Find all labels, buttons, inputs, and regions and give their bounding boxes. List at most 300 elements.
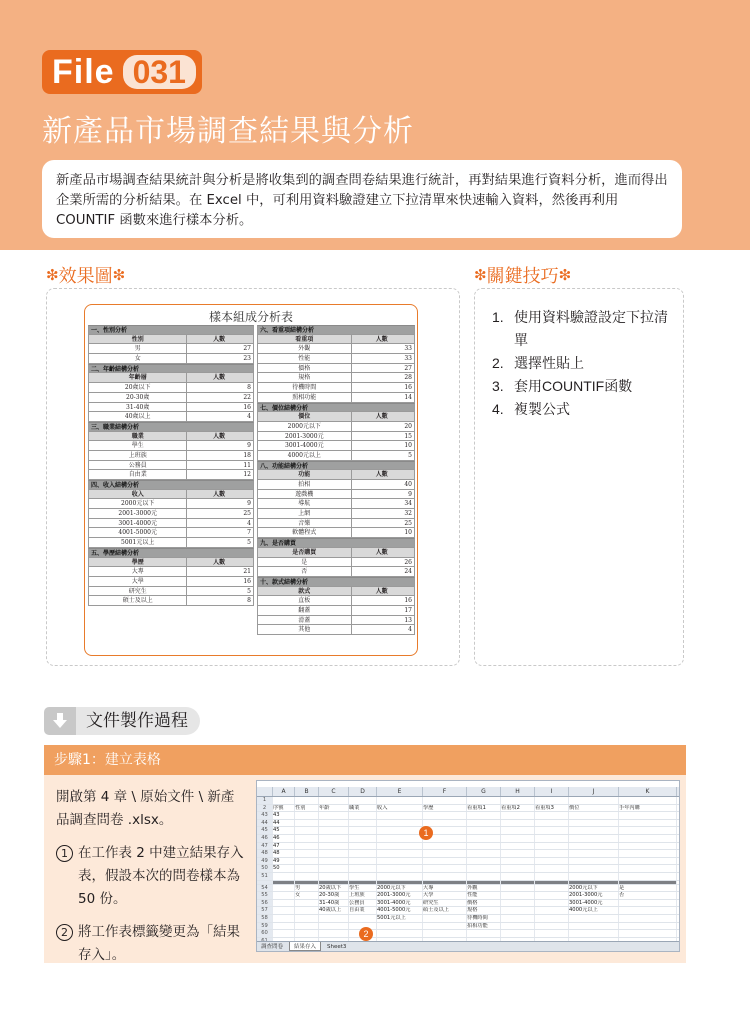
excel-row-number: 59	[257, 923, 273, 930]
excel-cell: 2000元以下	[377, 885, 423, 892]
excel-cell	[377, 865, 423, 872]
table-cell-label: 其他	[258, 625, 352, 634]
table-header-row	[257, 548, 415, 558]
table-cell-count: 人數	[213, 490, 226, 498]
table-row	[257, 616, 415, 626]
table-cell-count: 23	[243, 355, 251, 363]
step-item-text: 在工作表 2 中建立結果存入表，假設本次的問卷樣本為 50 份。	[78, 845, 244, 907]
sample-table	[84, 304, 418, 656]
table-header-row	[88, 490, 254, 500]
table-row	[257, 625, 415, 635]
excel-cell	[467, 858, 501, 865]
table-row	[88, 383, 254, 393]
table-cell-label: 直板	[258, 596, 352, 605]
excel-cell	[377, 835, 423, 842]
table-cell-count: 人數	[375, 587, 388, 595]
step-bar: 步驟1：建立表格	[44, 745, 686, 775]
excel-cell	[569, 930, 619, 937]
excel-sheet-tab: 調查問卷	[261, 944, 284, 950]
excel-cell	[273, 900, 295, 907]
table-cell-label: 大專	[89, 567, 187, 576]
excel-cell	[619, 923, 677, 930]
excel-cell	[535, 812, 569, 819]
excel-sheet-tabs	[257, 941, 679, 951]
table-cell-count: 28	[404, 374, 412, 382]
table-cell-label: 女	[89, 354, 187, 363]
table-row	[88, 499, 254, 509]
table-row	[257, 519, 415, 529]
excel-cell: 45	[273, 827, 295, 834]
excel-cell: 49	[273, 858, 295, 865]
excel-row	[257, 805, 679, 813]
tip-number: 2.	[492, 355, 504, 371]
table-cell-count: 17	[404, 606, 412, 614]
excel-cell	[349, 797, 377, 804]
excel-cell: 31-40歲	[319, 900, 349, 907]
excel-cell: 職業	[349, 805, 377, 812]
excel-cell	[349, 827, 377, 834]
excel-cell	[535, 850, 569, 857]
excel-cell	[319, 820, 349, 827]
excel-cell	[295, 835, 319, 842]
excel-cell: 20-30歲	[319, 892, 349, 899]
table-cell-label: 碩士及以上	[89, 596, 187, 605]
excel-cell	[319, 835, 349, 842]
table-row	[88, 509, 254, 519]
excel-cell: 46	[273, 835, 295, 842]
excel-cell	[295, 820, 319, 827]
excel-cell	[295, 812, 319, 819]
table-cell-label: 性能	[258, 354, 352, 363]
excel-row	[257, 892, 679, 900]
table-cell-label: 3001-4000元	[89, 519, 187, 528]
excel-cell: 50	[273, 865, 295, 872]
excel-cell	[273, 930, 295, 937]
table-cell-count: 16	[404, 597, 412, 605]
excel-cell	[501, 892, 535, 899]
excel-row-number: 45	[257, 827, 273, 834]
table-row	[88, 441, 254, 451]
excel-cell: 手年內購	[619, 805, 677, 812]
excel-row-number: 43	[257, 812, 273, 819]
excel-cell	[501, 900, 535, 907]
table-row	[257, 432, 415, 442]
excel-cell	[377, 923, 423, 930]
excel-row	[257, 885, 679, 893]
excel-cell	[319, 873, 349, 880]
excel-cell	[619, 835, 677, 842]
table-row	[257, 441, 415, 451]
excel-sheet-tab: Sheet3	[327, 944, 347, 950]
excel-cell	[377, 843, 423, 850]
excel-cell	[535, 820, 569, 827]
excel-cell	[295, 843, 319, 850]
excel-cell	[569, 865, 619, 872]
excel-row-number	[257, 881, 273, 884]
excel-row	[257, 930, 679, 938]
table-cell-count: 34	[404, 500, 412, 508]
excel-row	[257, 858, 679, 866]
excel-row-number: 57	[257, 907, 273, 914]
excel-cell	[319, 843, 349, 850]
excel-row	[257, 820, 679, 828]
table-cell-label: 4001-5000元	[89, 528, 187, 537]
tips-heading	[474, 262, 571, 288]
table-cell-label: 男	[89, 344, 187, 353]
table-cell-label: 研究生	[89, 587, 187, 596]
table-row	[88, 519, 254, 529]
excel-cell	[619, 797, 677, 804]
table-cell-label: 學生	[89, 441, 187, 450]
intro-box: 新產品市場調查結果統計與分析是將收集到的調查問卷結果進行統計，再對結果進行資料分析，進而得出企業所需的分析結果。在 Excel 中，可利用資料驗證建立下拉清單來快速輸入資料，然後再利用 COUNTIF 函數來進行樣本分析。	[42, 160, 682, 238]
excel-cell	[619, 827, 677, 834]
excel-cell	[273, 892, 295, 899]
excel-column-header	[257, 787, 679, 797]
table-cell-count: 16	[243, 577, 251, 585]
table-row	[88, 451, 254, 461]
excel-cell: 是	[619, 885, 677, 892]
table-cell-label: 音樂	[258, 519, 352, 528]
table-row	[257, 509, 415, 519]
table-cell-label: 拍相	[258, 480, 352, 489]
excel-cell	[377, 850, 423, 857]
excel-cell	[273, 923, 295, 930]
table-row	[257, 528, 415, 538]
excel-cell	[501, 923, 535, 930]
excel-cell: 大專	[423, 885, 467, 892]
excel-cell	[535, 881, 569, 884]
table-cell-count: 人數	[213, 558, 226, 566]
excel-cell	[319, 858, 349, 865]
excel-cell	[535, 923, 569, 930]
table-cell-label: 是否購買	[258, 548, 352, 557]
excel-row	[257, 907, 679, 915]
excel-cell	[467, 843, 501, 850]
excel-cell	[619, 850, 677, 857]
excel-cell	[423, 820, 467, 827]
table-cell-count: 10	[404, 529, 412, 537]
callout-2: 2	[359, 927, 373, 941]
excel-cell: 自由業	[349, 907, 377, 914]
excel-cell	[535, 892, 569, 899]
table-header-row	[88, 432, 254, 442]
excel-column-label: D	[349, 787, 377, 796]
excel-cell	[295, 923, 319, 930]
excel-cell	[423, 865, 467, 872]
excel-column-label: J	[569, 787, 619, 796]
table-cell-label: 軟體程式	[258, 528, 352, 537]
excel-cell	[569, 812, 619, 819]
excel-cell: 序號	[273, 805, 295, 812]
table-row	[257, 567, 415, 577]
excel-cell	[349, 843, 377, 850]
excel-cell	[349, 812, 377, 819]
excel-cell	[273, 915, 295, 922]
table-cell-count: 20	[404, 422, 412, 430]
excel-cell	[349, 881, 377, 884]
table-header-row	[257, 587, 415, 597]
excel-cell	[501, 885, 535, 892]
excel-cell	[501, 865, 535, 872]
step-text	[56, 786, 246, 967]
table-cell-label: 上班族	[89, 451, 187, 460]
table-row	[88, 528, 254, 538]
excel-cell	[535, 930, 569, 937]
table-row	[88, 403, 254, 413]
table-cell-label: 收入	[89, 490, 187, 499]
excel-cell	[377, 820, 423, 827]
excel-cell	[377, 873, 423, 880]
excel-cell	[569, 797, 619, 804]
excel-cell	[569, 850, 619, 857]
excel-cell	[349, 820, 377, 827]
table-header-row	[257, 412, 415, 422]
excel-cell	[569, 923, 619, 930]
excel-cell	[535, 907, 569, 914]
excel-cell: 公務員	[349, 900, 377, 907]
excel-cell: 3001-4000元	[569, 900, 619, 907]
excel-cell	[569, 873, 619, 880]
step-item	[56, 921, 246, 967]
table-cell-label: 學歷	[89, 558, 187, 567]
excel-cell: 3001-4000元	[377, 900, 423, 907]
table-cell-count: 33	[404, 355, 412, 363]
excel-cell: 20歲以下	[319, 885, 349, 892]
excel-cell: 男	[295, 885, 319, 892]
excel-row	[257, 843, 679, 851]
excel-cell: 2000元以下	[569, 885, 619, 892]
excel-row-number: 50	[257, 865, 273, 872]
excel-cell	[295, 907, 319, 914]
table-cell-count: 人數	[213, 374, 226, 382]
excel-cell	[535, 900, 569, 907]
excel-cell	[467, 881, 501, 884]
table-cell-label: 31-40歲	[89, 403, 187, 412]
excel-cell	[467, 827, 501, 834]
excel-cell: 規格	[467, 907, 501, 914]
excel-column-label: A	[273, 787, 295, 796]
table-cell-count: 人數	[375, 548, 388, 556]
excel-cell	[423, 881, 467, 884]
excel-cell	[619, 843, 677, 850]
table-cell-count: 27	[243, 345, 251, 353]
excel-cell: 5001元以上	[377, 915, 423, 922]
excel-cell	[535, 865, 569, 872]
excel-cell	[467, 850, 501, 857]
table-section-title: 八、功能結構分析	[257, 461, 415, 471]
excel-cell	[295, 873, 319, 880]
table-cell-count: 16	[243, 403, 251, 411]
excel-cell	[619, 930, 677, 937]
excel-cell: 性別	[295, 805, 319, 812]
excel-cell	[349, 873, 377, 880]
step-number-badge: 2	[56, 924, 73, 941]
step-number-badge: 1	[56, 845, 73, 862]
table-section-title: 六、看重項結構分析	[257, 325, 415, 335]
excel-row	[257, 827, 679, 835]
flower-icon: ❇	[558, 266, 572, 284]
table-row	[257, 364, 415, 374]
excel-row	[257, 812, 679, 820]
excel-cell	[535, 843, 569, 850]
excel-row	[257, 915, 679, 923]
table-cell-label: 3001-4000元	[258, 441, 352, 450]
step-item-text: 將工作表標籤變更為「結果存入」。	[78, 924, 240, 963]
table-row	[257, 480, 415, 490]
excel-cell	[423, 843, 467, 850]
excel-cell: 48	[273, 850, 295, 857]
table-cell-label: 否	[258, 567, 352, 576]
table-cell-label: 20歲以下	[89, 383, 187, 392]
table-cell-label: 是	[258, 558, 352, 567]
excel-cell	[273, 907, 295, 914]
excel-cell	[295, 930, 319, 937]
excel-row	[257, 873, 679, 881]
excel-cell	[319, 923, 349, 930]
excel-cell: 看重項1	[467, 805, 501, 812]
table-row	[88, 470, 254, 480]
table-row	[88, 354, 254, 364]
table-cell-label: 外觀	[258, 344, 352, 353]
excel-column-label	[257, 787, 273, 796]
tip-item	[492, 352, 672, 375]
excel-cell: 價位	[569, 805, 619, 812]
excel-cell	[273, 881, 295, 884]
table-row	[88, 393, 254, 403]
excel-row-number: 58	[257, 915, 273, 922]
table-cell-count: 27	[404, 364, 412, 372]
excel-cell	[423, 915, 467, 922]
excel-row-number: 56	[257, 900, 273, 907]
excel-cell	[295, 900, 319, 907]
excel-column-label: K	[619, 787, 677, 796]
excel-cell	[535, 797, 569, 804]
excel-cell: 否	[619, 892, 677, 899]
excel-row	[257, 835, 679, 843]
table-cell-count: 13	[404, 616, 412, 624]
tip-item	[492, 306, 672, 352]
table-cell-count: 4	[247, 413, 251, 421]
excel-cell	[501, 907, 535, 914]
download-arrow-icon	[44, 707, 76, 735]
excel-row-number: 54	[257, 885, 273, 892]
excel-cell	[619, 915, 677, 922]
excel-cell	[569, 881, 619, 884]
table-row	[257, 451, 415, 461]
tip-item	[492, 398, 672, 421]
effect-heading-label: 效果圖	[58, 266, 113, 287]
tip-item	[492, 375, 672, 398]
excel-cell	[423, 850, 467, 857]
table-cell-label: 2000元以下	[258, 422, 352, 431]
table-cell-label: 年齡層	[89, 373, 187, 382]
table-cell-count: 15	[404, 432, 412, 440]
table-cell-label: 款式	[258, 587, 352, 596]
excel-cell: 女	[295, 892, 319, 899]
table-row	[88, 596, 254, 606]
excel-cell	[535, 835, 569, 842]
table-row	[257, 373, 415, 383]
excel-cell: 外觀	[467, 885, 501, 892]
excel-cell	[535, 885, 569, 892]
excel-cell	[319, 915, 349, 922]
table-cell-label: 5001元以上	[89, 538, 187, 547]
table-cell-label: 上網	[258, 509, 352, 518]
excel-rows	[257, 797, 679, 945]
excel-cell	[619, 873, 677, 880]
table-cell-label: 大學	[89, 577, 187, 586]
excel-cell	[569, 835, 619, 842]
excel-row-number: 60	[257, 930, 273, 937]
excel-cell	[501, 850, 535, 857]
excel-screenshot	[256, 780, 680, 952]
file-number: 031	[123, 55, 196, 89]
table-row	[257, 558, 415, 568]
table-row	[257, 393, 415, 403]
tip-text: 選擇性貼上	[514, 355, 584, 371]
excel-cell	[349, 915, 377, 922]
table-cell-count: 人數	[213, 335, 226, 343]
excel-cell: 2001-3000元	[569, 892, 619, 899]
excel-cell: 看重項3	[535, 805, 569, 812]
excel-cell	[467, 930, 501, 937]
table-cell-count: 9	[247, 442, 251, 450]
excel-column-label: B	[295, 787, 319, 796]
table-cell-label: 職業	[89, 432, 187, 441]
table-cell-count: 26	[404, 558, 412, 566]
table-row	[88, 461, 254, 471]
tips-list	[492, 306, 672, 421]
table-cell-label: 2000元以下	[89, 499, 187, 508]
excel-cell: 2001-3000元	[377, 892, 423, 899]
excel-cell	[501, 930, 535, 937]
table-cell-label: 待機時間	[258, 383, 352, 392]
excel-cell: 待機時間	[467, 915, 501, 922]
table-header-row	[88, 373, 254, 383]
excel-cell	[535, 858, 569, 865]
table-cell-count: 40	[404, 481, 412, 488]
table-cell-label: 導航	[258, 499, 352, 508]
table-cell-count: 14	[404, 393, 412, 401]
table-section-title: 五、學歷結構分析	[88, 548, 254, 558]
table-section-title: 二、年齡結構分析	[88, 364, 254, 374]
process-heading-label: 文件製作過程	[76, 707, 200, 735]
table-row	[257, 354, 415, 364]
excel-row-number: 46	[257, 835, 273, 842]
excel-cell	[377, 827, 423, 834]
table-section-title: 七、價位結構分析	[257, 403, 415, 413]
excel-cell	[467, 812, 501, 819]
table-right-column	[257, 325, 415, 635]
table-cell-count: 25	[243, 510, 251, 518]
table-cell-count: 16	[404, 384, 412, 392]
excel-column-label: I	[535, 787, 569, 796]
excel-cell	[423, 930, 467, 937]
table-cell-count: 18	[243, 451, 251, 459]
excel-cell: 性能	[467, 892, 501, 899]
excel-cell	[273, 797, 295, 804]
excel-cell	[319, 797, 349, 804]
excel-column-label: G	[467, 787, 501, 796]
excel-column-label: C	[319, 787, 349, 796]
table-section-title: 三、職業結構分析	[88, 422, 254, 432]
tip-number: 3.	[492, 378, 504, 394]
table-header-row	[88, 558, 254, 568]
excel-cell	[619, 881, 677, 884]
excel-row-number: 2	[257, 805, 273, 812]
excel-row	[257, 923, 679, 931]
table-cell-count: 21	[243, 568, 251, 576]
